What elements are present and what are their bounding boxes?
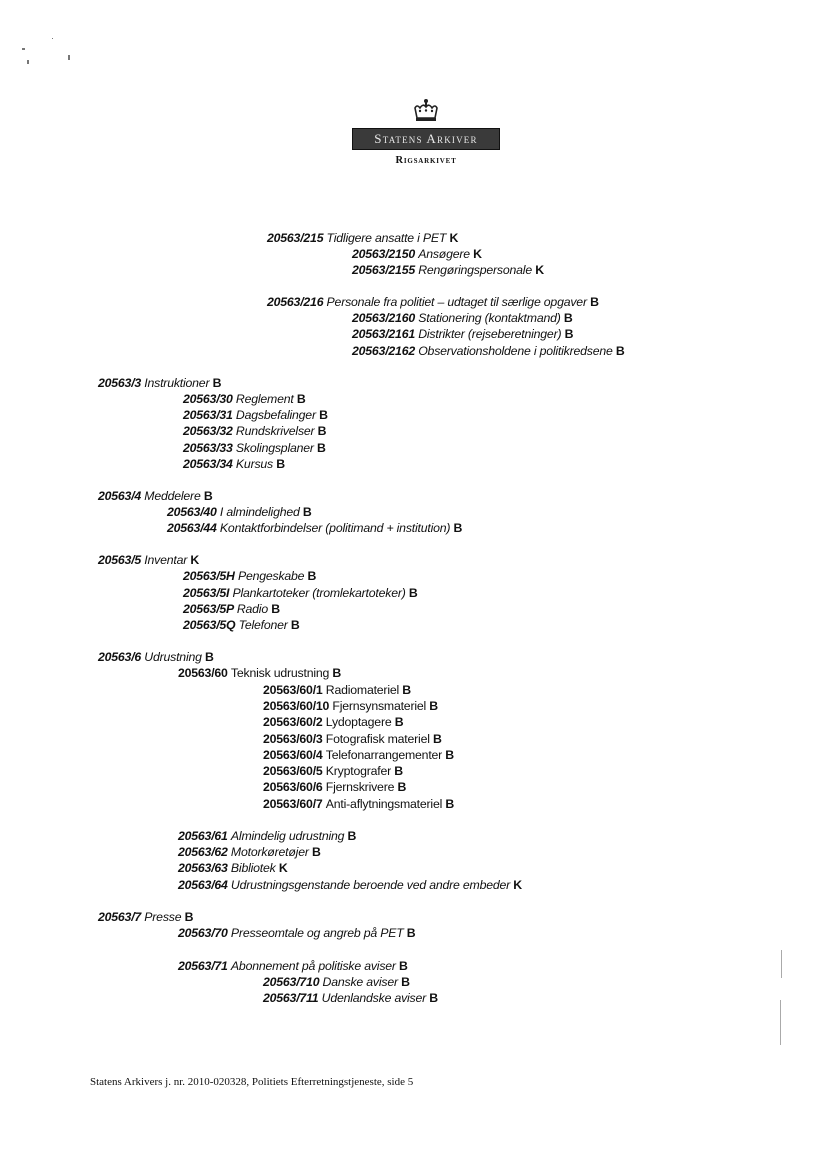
entry-classification: B — [394, 764, 403, 778]
entry-code: 20563/60/10 — [263, 699, 330, 713]
entry-classification: B — [212, 376, 222, 390]
entry-code: 20563/5 — [98, 553, 142, 567]
entry-code: 20563/60 — [178, 666, 228, 680]
entry-label: Bibliotek — [230, 861, 276, 875]
entry-classification: B — [564, 327, 574, 341]
archive-entry — [178, 958, 408, 974]
entry-code: 20563/31 — [183, 408, 233, 422]
entry-classification: B — [311, 845, 321, 859]
archive-entry — [183, 391, 306, 407]
archive-entry — [183, 617, 300, 633]
archive-entry — [183, 585, 418, 601]
entry-label: Teknisk udrustning — [230, 666, 330, 680]
entry-code: 20563/44 — [167, 521, 217, 535]
entry-classification: B — [445, 797, 455, 811]
entry-label: Lydoptagere — [325, 715, 392, 729]
entry-label: Pengeskabe — [237, 569, 305, 583]
entry-label: Instruktioner — [144, 376, 210, 390]
entry-code: 20563/4 — [98, 489, 142, 503]
archive-entry — [267, 230, 458, 246]
entry-code: 20563/711 — [263, 991, 319, 1005]
entry-classification: B — [402, 683, 411, 697]
entry-label: Kursus — [235, 457, 273, 471]
entry-label: Plankartoteker (tromlekartoteker) — [232, 586, 406, 600]
entry-code: 20563/60/5 — [263, 764, 323, 778]
entry-label: Almindelig udrustning — [230, 829, 345, 843]
entry-code: 20563/63 — [178, 861, 228, 875]
entry-label: Anti-aflytningsmateriel — [325, 797, 443, 811]
entry-classification: B — [302, 505, 312, 519]
entry-code: 20563/5P — [183, 602, 234, 616]
entry-label: Fotografisk materiel — [325, 732, 430, 746]
banner-text: Statens Arkiver — [352, 128, 500, 150]
entry-classification: K — [190, 553, 200, 567]
archive-entry — [178, 844, 321, 860]
archive-entry — [183, 456, 285, 472]
archive-entry — [267, 294, 599, 310]
entry-code: 20563/710 — [263, 975, 320, 989]
entry-code: 20563/32 — [183, 424, 233, 438]
entry-classification: B — [590, 295, 599, 309]
entry-label: Ansøgere — [418, 247, 470, 261]
entry-code: 20563/215 — [267, 231, 324, 245]
entry-classification: K — [449, 231, 459, 245]
entry-classification: B — [347, 829, 357, 843]
entry-classification: B — [445, 748, 454, 762]
entry-classification: K — [513, 878, 522, 892]
entry-code: 20563/71 — [178, 959, 228, 973]
entry-classification: B — [429, 991, 438, 1005]
entry-label: Reglement — [235, 392, 294, 406]
entry-code: 20563/3 — [98, 376, 142, 390]
archive-entry — [352, 326, 573, 342]
entry-label: Observationsholdene i politikredsene — [418, 344, 613, 358]
archive-entry — [352, 246, 482, 262]
entry-classification: B — [317, 441, 326, 455]
entry-code: 20563/70 — [178, 926, 228, 940]
archive-entry — [263, 747, 454, 763]
entry-label: Inventar — [144, 553, 188, 567]
scan-speck — [27, 60, 29, 64]
archive-entry — [352, 310, 573, 326]
scan-edge-mark — [781, 950, 782, 978]
entry-classification: B — [319, 408, 328, 422]
entry-label: Tidligere ansatte i PET — [326, 231, 447, 245]
entry-label: Udrustningsgenstande beroende ved andre embeder — [230, 878, 511, 892]
entry-code: 20563/60/7 — [263, 797, 323, 811]
archive-entry — [263, 990, 438, 1006]
entry-label: Fjernskrivere — [325, 780, 395, 794]
entry-label: Motorkøretøjer — [230, 845, 309, 859]
archive-entry — [352, 343, 625, 359]
entry-label: Skolingsplaner — [235, 441, 314, 455]
entry-label: Dagsbefalinger — [235, 408, 316, 422]
entry-label: Fjernsynsmateriel — [332, 699, 427, 713]
archive-logo — [351, 98, 501, 166]
entry-classification: B — [408, 586, 418, 600]
entry-code: 20563/60/3 — [263, 732, 323, 746]
page-footer: Statens Arkivers j. nr. 2010-020328, Politiets Efterretningstjeneste, side 5 — [90, 1076, 414, 1088]
archive-entry — [98, 488, 213, 504]
archive-entry — [183, 423, 326, 439]
entry-code: 20563/60/1 — [263, 683, 323, 697]
entry-code: 20563/5H — [183, 569, 235, 583]
entry-classification: B — [453, 521, 463, 535]
entry-classification: B — [563, 311, 573, 325]
entry-classification: B — [184, 910, 194, 924]
archive-entry — [263, 779, 406, 795]
archive-entry — [263, 682, 411, 698]
entry-code: 20563/5I — [183, 586, 230, 600]
entry-classification: K — [278, 861, 288, 875]
entry-label: Abonnement på politiske aviser — [230, 959, 396, 973]
entry-classification: B — [397, 780, 407, 794]
archive-entry — [178, 877, 522, 893]
entry-label: Kryptografer — [325, 764, 392, 778]
entry-code: 20563/6 — [98, 650, 142, 664]
archive-entry — [183, 440, 326, 456]
entry-classification: B — [394, 715, 404, 729]
sub-text: Rigsarkivet — [395, 155, 457, 166]
archive-entry — [178, 860, 288, 876]
entry-classification: B — [317, 424, 327, 438]
entry-code: 20563/2160 — [352, 311, 415, 325]
archive-entry — [263, 763, 403, 779]
entry-classification: B — [290, 618, 300, 632]
entry-classification: B — [307, 569, 317, 583]
archive-entry — [263, 796, 454, 812]
entry-code: 20563/33 — [183, 441, 233, 455]
entry-classification: B — [615, 344, 625, 358]
entry-label: Stationering (kontaktmand) — [418, 311, 561, 325]
archive-entry — [167, 520, 462, 536]
archive-entry — [98, 909, 193, 925]
entry-label: I almindelighed — [219, 505, 300, 519]
entry-code: 20563/2150 — [352, 247, 415, 261]
entry-label: Kontaktforbindelser (politimand + institution) — [219, 521, 451, 535]
scan-speck — [68, 55, 70, 60]
entry-label: Radiomateriel — [325, 683, 400, 697]
archive-entry — [178, 925, 415, 941]
archive-entry — [183, 601, 280, 617]
entry-classification: B — [332, 666, 342, 680]
entry-code: 20563/5Q — [183, 618, 236, 632]
entry-classification: B — [429, 699, 438, 713]
entry-code: 20563/7 — [98, 910, 142, 924]
archive-entry — [178, 665, 341, 681]
entry-code: 20563/30 — [183, 392, 233, 406]
entry-classification: B — [432, 732, 442, 746]
archive-entry — [263, 698, 438, 714]
entry-classification: B — [271, 602, 280, 616]
entry-label: Telefoner — [238, 618, 288, 632]
entry-label: Distrikter (rejseberetninger) — [418, 327, 562, 341]
entry-label: Telefonarrangementer — [325, 748, 443, 762]
entry-code: 20563/34 — [183, 457, 233, 471]
crown-icon — [412, 98, 440, 124]
archive-entry — [98, 649, 214, 665]
entry-classification: K — [473, 247, 482, 261]
entry-classification: B — [406, 926, 416, 940]
entry-classification: B — [276, 457, 285, 471]
archive-entry — [183, 407, 328, 423]
entry-code: 20563/60/6 — [263, 780, 323, 794]
archive-entry — [178, 828, 356, 844]
entry-label: Meddelere — [144, 489, 201, 503]
archive-entry — [98, 552, 199, 568]
archive-entry — [263, 974, 410, 990]
archive-entry — [183, 568, 316, 584]
entry-classification: B — [204, 650, 214, 664]
entry-classification: B — [203, 489, 213, 503]
scan-speck — [52, 38, 53, 39]
entry-classification: B — [399, 959, 408, 973]
entry-code: 20563/60/4 — [263, 748, 323, 762]
entry-classification: K — [535, 263, 544, 277]
entry-code: 20563/2161 — [352, 327, 415, 341]
archive-entry — [263, 731, 442, 747]
entry-label: Udrustning — [144, 650, 202, 664]
entry-label: Presse — [144, 910, 182, 924]
archive-entry — [352, 262, 544, 278]
entry-label: Radio — [236, 602, 268, 616]
entry-classification: B — [296, 392, 306, 406]
entry-code: 20563/62 — [178, 845, 228, 859]
entry-code: 20563/64 — [178, 878, 228, 892]
entry-label: Presseomtale og angreb på PET — [230, 926, 404, 940]
entry-label: Danske aviser — [322, 975, 398, 989]
entry-code: 20563/2155 — [352, 263, 415, 277]
archive-entry — [263, 714, 403, 730]
entry-code: 20563/60/2 — [263, 715, 323, 729]
entry-code: 20563/61 — [178, 829, 228, 843]
entry-code: 20563/2162 — [352, 344, 415, 358]
entry-code: 20563/216 — [267, 295, 324, 309]
entry-label: Personale fra politiet – udtaget til særlige opgaver — [326, 295, 587, 309]
entry-label: Rundskrivelser — [235, 424, 315, 438]
entry-code: 20563/40 — [167, 505, 217, 519]
scan-edge-mark — [780, 1000, 781, 1045]
archive-entry — [167, 504, 312, 520]
entry-classification: B — [401, 975, 410, 989]
scan-speck — [22, 48, 25, 50]
archive-entry — [98, 375, 221, 391]
entry-label: Udenlandske aviser — [321, 991, 427, 1005]
entry-label: Rengøringspersonale — [418, 263, 532, 277]
